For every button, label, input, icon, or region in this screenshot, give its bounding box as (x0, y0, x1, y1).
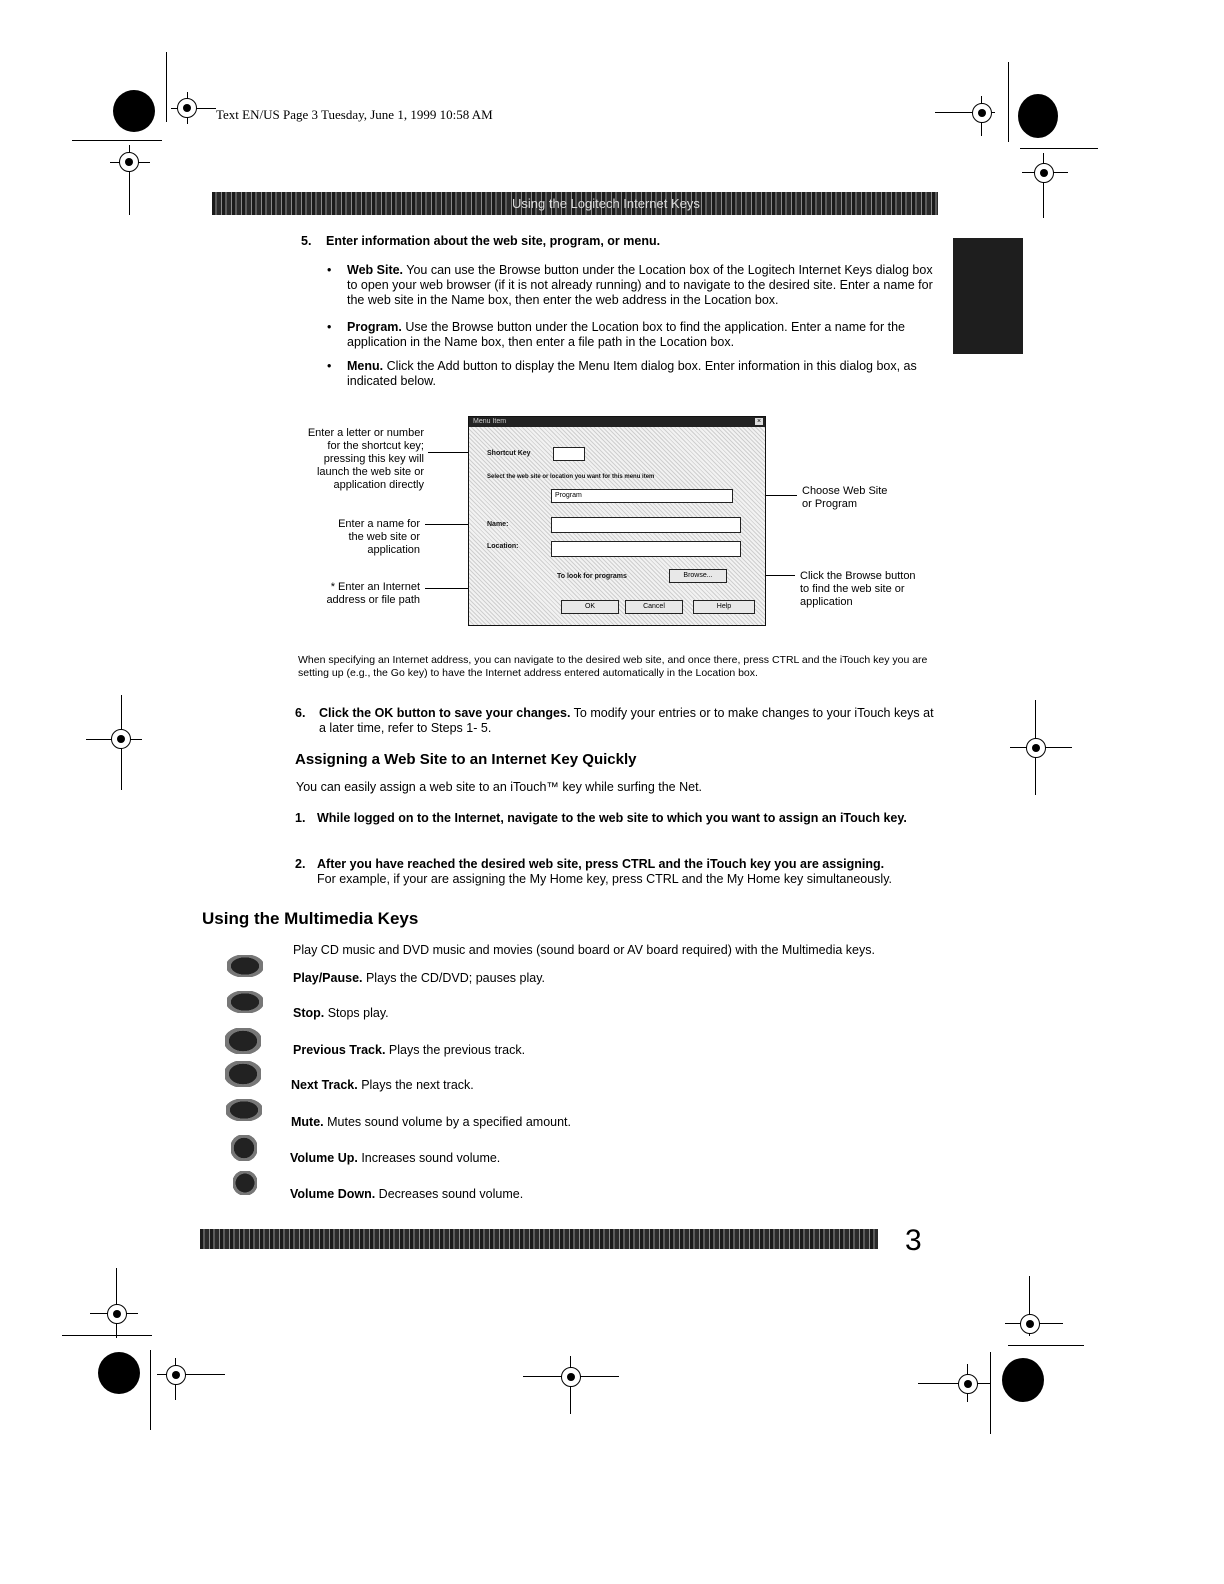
multimedia-item-play-pause: Play/Pause. Plays the CD/DVD; pauses play. (293, 971, 545, 985)
multimedia-intro: Play CD music and DVD music and movies (sound board or AV board required) with the Multimedia keys. (293, 943, 875, 957)
bullet-dot: • (327, 359, 332, 373)
name-label: Name: (487, 521, 509, 528)
multimedia-item-volume-up: Volume Up. Increases sound volume. (290, 1151, 501, 1165)
callout-choose: Choose Web Site or Program (802, 485, 888, 510)
browse-button[interactable]: Browse... (669, 569, 727, 583)
shortcut-key-label: Shortcut Key (487, 450, 531, 457)
quick-step-1: While logged on to the Internet, navigate to the web site to which you want to assign an iTouch key. (317, 811, 907, 825)
crop-line (72, 140, 162, 141)
quick-step-2: After you have reached the desired web site, press CTRL and the iTouch key you are assigning. For example, if your are assigning the My Home key, press CTRL and the My Home key simultaneously. (317, 857, 892, 886)
step-title: Enter information about the web site, program, or menu. (326, 234, 661, 248)
multimedia-item-volume-down: Volume Down. Decreases sound volume. (290, 1187, 524, 1201)
multimedia-item-next-track: Next Track. Plays the next track. (291, 1078, 474, 1092)
bullet-menu: • Menu. Click the Add button to display the Menu Item dialog box. Enter information in this dialog box, as indicated below. (327, 359, 917, 388)
next-track-key-icon (225, 1061, 261, 1087)
header-band (212, 192, 938, 215)
step-number: 6. (295, 706, 306, 720)
registration-dot-top-right (1018, 94, 1058, 138)
chapter-tab (953, 238, 1023, 354)
cancel-button[interactable]: Cancel (625, 600, 683, 614)
play-pause-key-icon (227, 955, 263, 977)
bullet-web-site: • Web Site. You can use the Browse button under the Location box of the Logitech Internet Keys dialog box to open your web browser (if it is not already running) and to navigate to the desired site. Enter a name for the web site in the Name box, then enter the web address in the Location box. (327, 263, 933, 307)
section-heading-multimedia: Using the Multimedia Keys (202, 909, 419, 928)
help-button[interactable]: Help (693, 600, 755, 614)
registration-dot-top-left (113, 90, 155, 132)
callout-shortcut-key: Enter a letter or number for the shortcut key; pressing this key will launch the web site or application directly (307, 427, 424, 491)
browse-hint: To look for programs (557, 573, 627, 580)
select-type-label: Select the web site or location you want for this menu item (487, 474, 655, 480)
bullet-dot: • (327, 320, 332, 334)
step-number: 2. (295, 857, 306, 871)
step-number: 5. (301, 234, 312, 248)
type-select[interactable] (551, 489, 733, 503)
registration-dot-bottom-right (1002, 1358, 1044, 1402)
previous-track-key-icon (225, 1028, 261, 1054)
crop-line (166, 52, 167, 122)
location-field[interactable] (551, 541, 741, 557)
location-label: Location: (487, 543, 519, 550)
dialog-title-bar (469, 417, 765, 427)
section-heading-quick: Assigning a Web Site to an Internet Key Quickly (295, 751, 637, 768)
header-band-title: Using the Logitech Internet Keys (512, 196, 700, 211)
step-6: Click the OK button to save your changes. To modify your entries or to make changes to your iTouch keys at a later time, refer to Steps 1- 5. (319, 706, 934, 735)
multimedia-item-previous-track: Previous Track. Plays the previous track. (293, 1043, 526, 1057)
multimedia-item-mute: Mute. Mutes sound volume by a specified amount. (291, 1115, 571, 1129)
name-field[interactable] (551, 517, 741, 533)
step-number: 1. (295, 811, 306, 825)
crop-line (1008, 62, 1009, 142)
stop-key-icon (227, 991, 263, 1013)
crop-line (1008, 1345, 1084, 1346)
callout-name: Enter a name for the web site or application (338, 518, 420, 556)
close-icon[interactable]: × (756, 418, 762, 425)
shortcut-key-field[interactable] (553, 447, 585, 461)
ok-button[interactable]: OK (561, 600, 619, 614)
callout-browse: Click the Browse button to find the web site or application (800, 570, 916, 608)
menu-item-dialog (468, 416, 766, 626)
crop-line (990, 1352, 991, 1434)
volume-up-key-icon (231, 1135, 257, 1161)
bullet-dot: • (327, 263, 332, 277)
multimedia-item-stop: Stop. Stops play. (293, 1006, 389, 1020)
dialog-title: Menu Item (473, 418, 507, 425)
registration-dot-bottom-left (98, 1352, 140, 1394)
mute-key-icon (226, 1099, 262, 1121)
crop-line (150, 1350, 151, 1430)
footnote: When specifying an Internet address, you can navigate to the desired web site, and once there, press CTRL and the iTouch key you are setting up (e.g., the Go key) to have the Internet address entered automatically in the Location box. (298, 654, 928, 679)
bullet-program: • Program. Use the Browse button under the Location box to find the application. Enter a name for the application in the Name box, then enter a file path in the Location box. (327, 320, 905, 349)
callout-address: * Enter an Internet address or file path (326, 581, 420, 606)
type-select-value: Program (555, 492, 582, 499)
volume-down-key-icon (233, 1171, 257, 1195)
page-number: 3 (905, 1224, 922, 1257)
crop-line (1020, 148, 1098, 149)
crop-line (62, 1335, 152, 1336)
print-slug: Text EN/US Page 3 Tuesday, June 1, 1999 10:58 AM (216, 107, 493, 122)
footer-band (200, 1229, 878, 1249)
quick-intro: You can easily assign a web site to an iTouch™ key while surfing the Net. (296, 780, 703, 794)
